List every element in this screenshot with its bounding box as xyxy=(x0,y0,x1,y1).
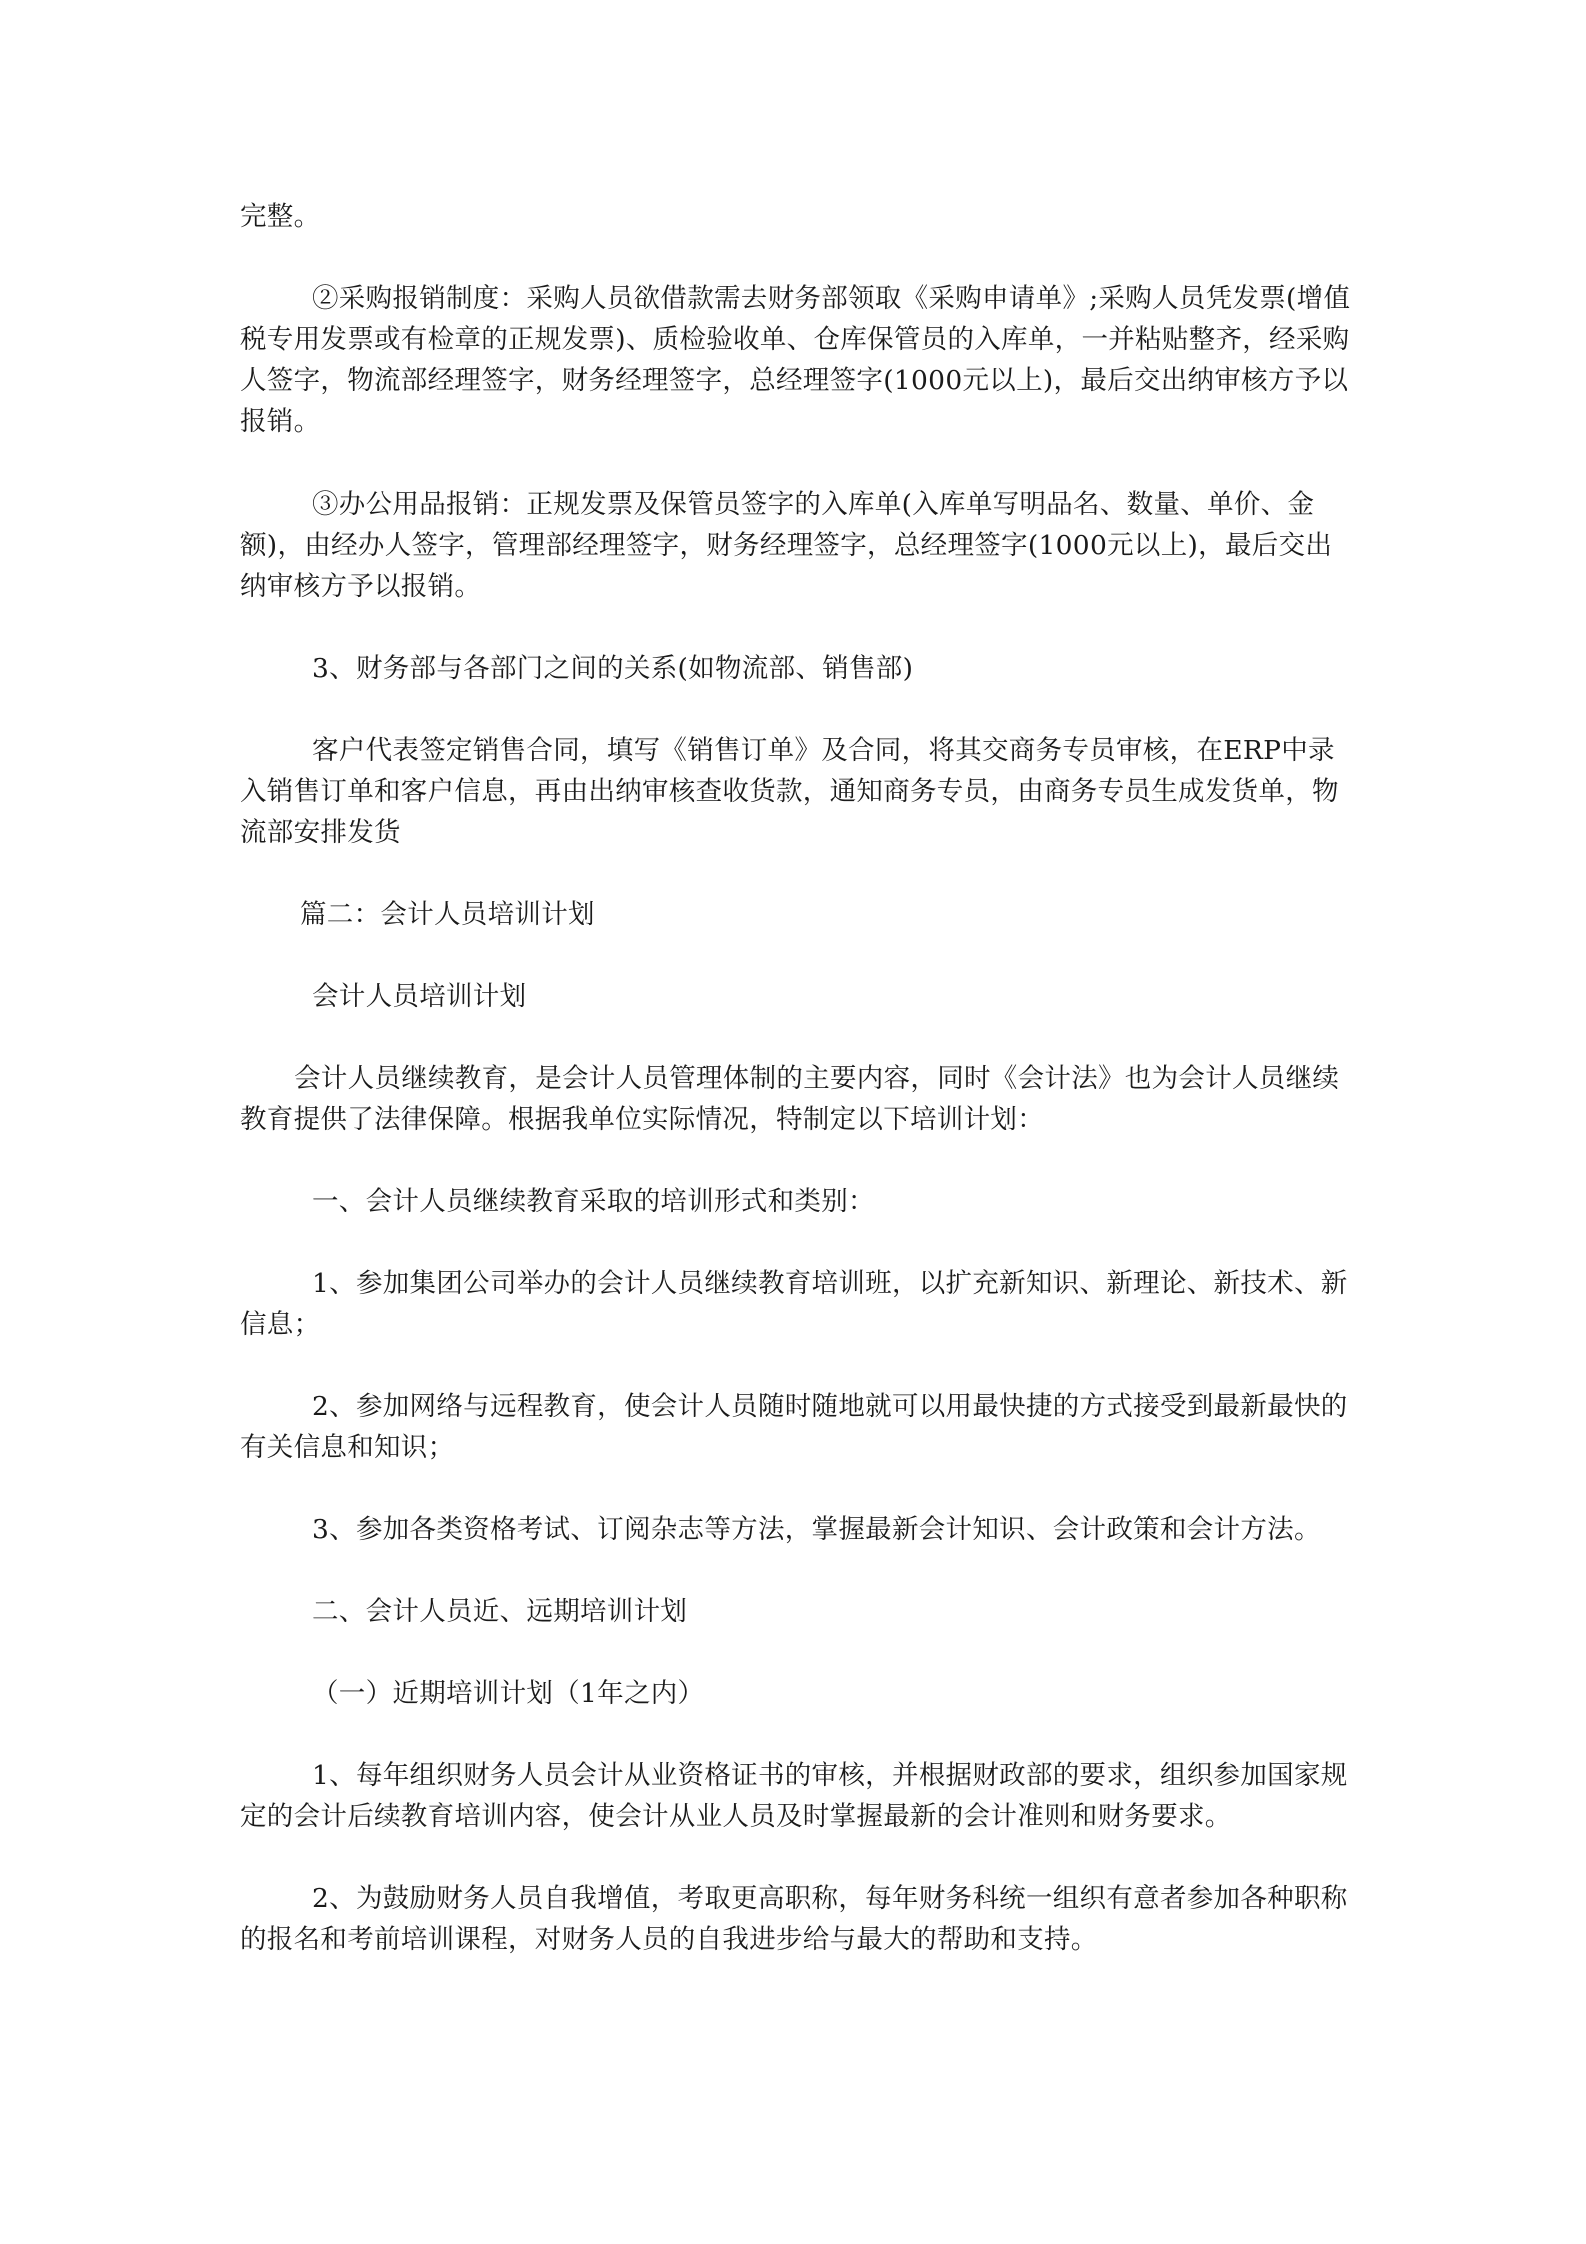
paragraph-sales-order-flow: 客户代表签定销售合同，填写《销售订单》及合同，将其交商务专员审核，在ERP中录入销售订单和客户信息，再由出纳审核查收货款，通知商务专员，由商务专员生成发货单，物流部安排发货 xyxy=(240,735,1339,848)
paragraph-continuation: 完整。 xyxy=(240,201,321,232)
heading-section-two: 二、会计人员近、远期培训计划 xyxy=(312,1596,688,1627)
heading-section-one: 一、会计人员继续教育采取的培训形式和类别： xyxy=(312,1186,875,1217)
list-item-remote-education: 2、参加网络与远程教育，使会计人员随时随地就可以用最快捷的方式接受到最新最快的有关信息和知识； xyxy=(240,1391,1348,1463)
heading-part-two: 篇二：会计人员培训计划 xyxy=(300,899,595,930)
paragraph-introduction: 会计人员继续教育，是会计人员管理体制的主要内容，同时《会计法》也为会计人员继续教育提供了法律保障。根据我单位实际情况，特制定以下培训计划： xyxy=(240,1063,1340,1135)
paragraph-purchase-reimbursement: ②采购报销制度：采购人员欲借款需去财务部领取《采购申请单》;采购人员凭发票(增值税专用发票或有检章的正规发票)、质检验收单、仓库保管员的入库单，一并粘贴整齐，经采购人签字，物流部经理签字，财务经理签字，总经理签字(1000元以上)，最后交出纳审核方予以报销。 xyxy=(240,283,1351,437)
list-item-qualification-exams: 3、参加各类资格考试、订阅杂志等方法，掌握最新会计知识、会计政策和会计方法。 xyxy=(312,1514,1321,1545)
list-item-group-training: 1、参加集团公司举办的会计人员继续教育培训班，以扩充新知识、新理论、新技术、新信息； xyxy=(240,1268,1348,1340)
title-training-plan: 会计人员培训计划 xyxy=(312,981,527,1012)
heading-short-term-plan: （一）近期培训计划（1年之内） xyxy=(312,1678,705,1709)
list-item-title-encouragement: 2、为鼓励财务人员自我增值，考取更高职称，每年财务科统一组织有意者参加各种职称的报名和考前培训课程，对财务人员的自我进步给与最大的帮助和支持。 xyxy=(240,1883,1348,1955)
heading-department-relations: 3、财务部与各部门之间的关系(如物流部、销售部) xyxy=(312,653,914,684)
list-item-certificate-review: 1、每年组织财务人员会计从业资格证书的审核，并根据财政部的要求，组织参加国家规定的会计后续教育培训内容，使会计从业人员及时掌握最新的会计准则和财务要求。 xyxy=(240,1760,1348,1832)
paragraph-office-supplies-reimbursement: ③办公用品报销：正规发票及保管员签字的入库单(入库单写明品名、数量、单价、金额)，由经办人签字，管理部经理签字，财务经理签字，总经理签字(1000元以上)，最后交出纳审核方予以报销。 xyxy=(240,489,1333,602)
